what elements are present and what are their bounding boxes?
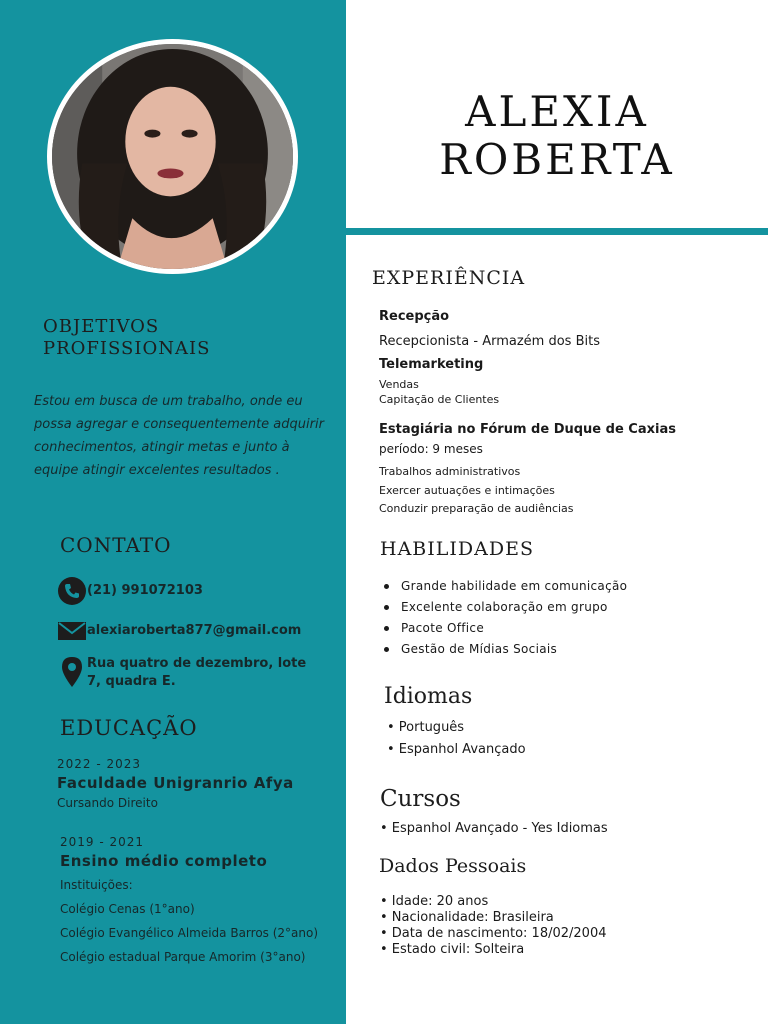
job-detail: Recepcionista - Armazém dos Bits bbox=[379, 334, 600, 349]
courses-heading: Cursos bbox=[380, 786, 461, 812]
objectives-text: Estou em busca de um trabalho, onde eu possa agregar e consequentemente adquirir conhecimentos, atingir metas e junto à equipe atingir excelentes resultados . bbox=[34, 394, 324, 478]
job-detail: Capitação de Clientes bbox=[379, 393, 500, 406]
contact-address-row bbox=[57, 655, 306, 691]
job-detail-list bbox=[379, 463, 574, 519]
skills-list bbox=[384, 576, 627, 660]
skill-label: Gestão de Mídias Sociais bbox=[401, 642, 558, 656]
skill-item bbox=[384, 597, 627, 618]
job-title: Recepção bbox=[379, 309, 450, 324]
first-name: ALEXIA bbox=[465, 87, 649, 136]
personal-data-item: • Idade: 20 anos bbox=[380, 894, 489, 909]
languages-list bbox=[387, 717, 526, 761]
education-entry bbox=[57, 757, 294, 811]
personal-data-item: • Data de nascimento: 18/02/2004 bbox=[380, 926, 607, 941]
education-detail: Instituições: bbox=[60, 878, 133, 892]
job-title: Telemarketing bbox=[379, 357, 484, 372]
email-icon bbox=[57, 616, 87, 646]
profile-photo bbox=[47, 39, 298, 274]
contact-email-row bbox=[57, 616, 301, 646]
contact-phone: (21) 991072103 bbox=[87, 583, 203, 598]
objectives-heading-line2: PROFISSIONAIS bbox=[43, 338, 211, 359]
job-title: Estagiária no Fórum de Duque de Caxias bbox=[379, 422, 676, 437]
language-item: • Português bbox=[387, 720, 465, 735]
course-item: • Espanhol Avançado - Yes Idiomas bbox=[380, 821, 608, 836]
language-item: • Espanhol Avançado bbox=[387, 742, 526, 757]
job-detail-list bbox=[379, 377, 499, 407]
contact-heading: CONTATO bbox=[60, 533, 172, 557]
education-detail: Cursando Direito bbox=[57, 796, 158, 810]
education-school: Faculdade Unigranrio Afya bbox=[57, 774, 294, 792]
education-years: 2019 - 2021 bbox=[60, 835, 145, 849]
education-detail: Colégio estadual Parque Amorim (3°ano) bbox=[60, 950, 306, 964]
job-detail: Vendas bbox=[379, 378, 419, 391]
bullet-icon bbox=[384, 584, 389, 589]
objectives-heading-line1: OBJETIVOS bbox=[43, 316, 160, 337]
education-entry bbox=[60, 835, 318, 969]
education-school: Ensino médio completo bbox=[60, 852, 268, 870]
skill-label: Grande habilidade em comunicação bbox=[401, 579, 628, 593]
personal-data-item: • Estado civil: Solteira bbox=[380, 942, 525, 957]
last-name: ROBERTA bbox=[439, 135, 675, 184]
skills-heading: HABILIDADES bbox=[380, 538, 534, 560]
bullet-icon bbox=[384, 605, 389, 610]
objectives-heading bbox=[43, 316, 210, 360]
skill-item bbox=[384, 576, 627, 597]
skill-item bbox=[384, 639, 627, 660]
education-detail: Colégio Cenas (1°ano) bbox=[60, 902, 195, 916]
skill-label: Pacote Office bbox=[401, 621, 485, 635]
personal-data-heading: Dados Pessoais bbox=[379, 855, 527, 877]
job-period: período: 9 meses bbox=[379, 442, 483, 456]
contact-address-line1: Rua quatro de dezembro, lote bbox=[87, 656, 307, 671]
full-name bbox=[346, 88, 768, 184]
experience-heading: EXPERIÊNCIA bbox=[372, 267, 526, 289]
contact-email[interactable]: alexiaroberta877@gmail.com bbox=[87, 623, 302, 638]
job-detail: Exercer autuações e intimações bbox=[379, 483, 555, 497]
education-heading: EDUCAÇÃO bbox=[60, 716, 198, 740]
phone-icon bbox=[57, 576, 87, 606]
bullet-icon bbox=[384, 647, 389, 652]
skill-item bbox=[384, 618, 627, 639]
job-detail: Trabalhos administrativos bbox=[379, 465, 521, 478]
education-detail: Colégio Evangélico Almeida Barros (2°ano) bbox=[60, 926, 319, 940]
personal-data-item: • Nacionalidade: Brasileira bbox=[380, 910, 554, 925]
contact-address-line2: 7, quadra E. bbox=[87, 674, 176, 689]
education-years: 2022 - 2023 bbox=[57, 757, 142, 771]
languages-heading: Idiomas bbox=[384, 684, 473, 709]
job-detail: Conduzir preparação de audiências bbox=[379, 502, 574, 515]
location-pin-icon bbox=[57, 655, 87, 689]
contact-phone-row bbox=[57, 576, 203, 606]
name-divider bbox=[346, 228, 768, 235]
contact-address bbox=[87, 655, 306, 691]
bullet-icon bbox=[384, 626, 389, 631]
personal-data-list bbox=[380, 894, 606, 958]
skill-label: Excelente colaboração em grupo bbox=[401, 600, 608, 614]
